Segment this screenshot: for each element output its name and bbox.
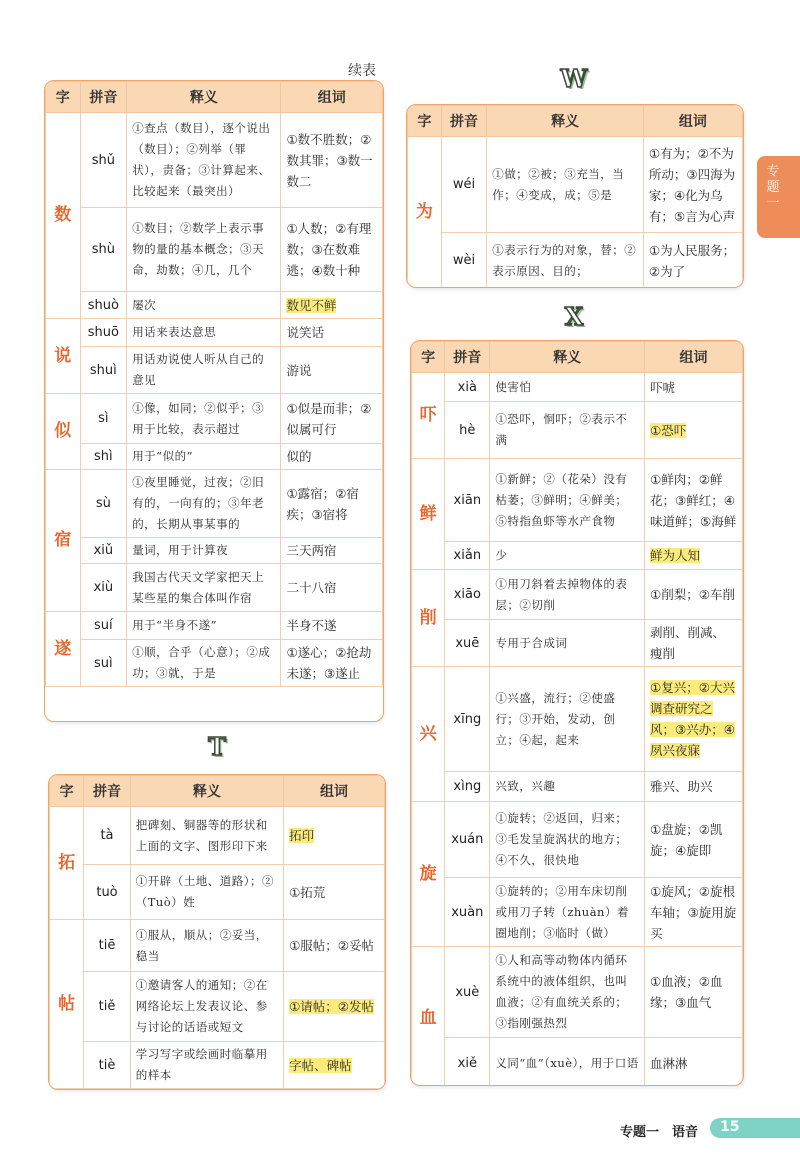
table-row	[46, 113, 383, 208]
definition-cell: 把碑刻、铜器等的形状和上面的文字、图形印下来	[130, 807, 283, 865]
entry-char: 遂	[46, 612, 81, 687]
definition-cell: ①像，如同；②似乎；③用于比较，表示超过	[127, 394, 281, 444]
definition-cell: ①邀请客人的通知；②在网络论坛上发表议论、参与讨论的话语或短文	[130, 972, 283, 1042]
side-tab-topic-one[interactable]	[757, 156, 800, 238]
entry-char: 似	[46, 394, 81, 470]
words-cell	[284, 865, 385, 920]
words-text: ①服帖；②妥帖	[289, 938, 374, 953]
pinyin-cell: tuò	[84, 865, 130, 920]
definition-cell: ①人和高等动物体内循环系统中的液体组织，也叫血液；②有血统关系的；③指刚强热烈	[490, 947, 645, 1038]
pinyin-cell: shì	[80, 444, 127, 470]
definition-cell: 义同“血”（xuè），用于口语	[490, 1038, 645, 1087]
words-text: 数见不鲜	[286, 297, 337, 313]
words-text: ①数不胜数；②数其罪；③数一数二	[286, 131, 373, 189]
entry-char: 削	[412, 570, 445, 667]
table-row	[46, 640, 383, 687]
words-cell	[645, 802, 743, 878]
table-row	[46, 394, 383, 444]
definition-cell: 用话劝说使人听从自己的意见	[127, 347, 281, 394]
page-number: 15	[720, 1119, 740, 1135]
definition-cell: 量词，用于计算夜	[127, 538, 281, 564]
definition-cell: ①开辟（土地、道路）；②（Tuò）姓	[130, 865, 283, 920]
words-cell	[281, 208, 383, 292]
words-cell	[645, 373, 743, 402]
pinyin-cell: tà	[84, 807, 130, 865]
vocab-table	[49, 775, 385, 1089]
words-cell	[281, 470, 383, 538]
table-row	[46, 208, 383, 292]
definition-cell: ①用刀斜着去掉物体的表层；②切削	[490, 570, 645, 620]
words-text: 字帖、碑帖	[289, 1057, 352, 1073]
side-tab-label: 专题一	[766, 164, 780, 211]
table-shu-sui	[44, 80, 384, 722]
table-row	[46, 470, 383, 538]
entry-char: 吓	[412, 373, 445, 459]
definition-cell: ①服从，顺从；②妥当，稳当	[130, 920, 283, 972]
header-pinyin: 拼音	[80, 82, 127, 113]
words-text: ①遂心；②抢劫未遂；③遂止	[286, 645, 372, 681]
header-pinyin: 拼音	[84, 776, 130, 807]
words-cell	[281, 538, 383, 564]
words-cell	[281, 612, 383, 640]
pinyin-cell: xiù	[80, 564, 127, 612]
table-row	[50, 1042, 385, 1089]
words-text: ①削梨；②车削	[650, 587, 735, 602]
table-row	[50, 807, 385, 865]
table-row	[412, 1038, 743, 1087]
section-letter-w: W	[560, 64, 588, 93]
table-ta-tie	[48, 774, 386, 1090]
table-row	[412, 570, 743, 620]
words-text: ①旋风；②旋根车轴；③旋用旋买	[650, 883, 737, 941]
pinyin-cell: wèi	[441, 233, 487, 289]
pinyin-cell: xiǎn	[445, 542, 490, 570]
words-text: ①血液；②血缘；③血气	[650, 974, 723, 1010]
header-char: 字	[412, 342, 445, 373]
words-text: 拓印	[289, 828, 315, 843]
pinyin-cell: suí	[80, 612, 127, 640]
pinyin-cell: xīng	[445, 667, 490, 772]
definition-cell: ①兴盛，流行；②使盛行；③开始，发动，创立；④起，起来	[490, 667, 645, 772]
definition-cell: 兴致，兴趣	[490, 772, 645, 802]
words-text: ①为人民服务；②为了	[648, 242, 736, 279]
pinyin-cell: tiè	[84, 1042, 130, 1089]
words-text: ①拓荒	[289, 884, 326, 900]
definition-cell: ①旋转；②返回，归来；③毛发呈旋涡状的地方；④不久，很快地	[490, 802, 645, 878]
header-pinyin: 拼音	[445, 342, 490, 373]
pinyin-cell: shuò	[80, 292, 127, 319]
footer-topic: 专题一 语音	[620, 1125, 699, 1140]
words-text: 血淋淋	[650, 1056, 688, 1071]
words-cell	[281, 564, 383, 612]
table-row	[412, 667, 743, 772]
table-row	[46, 564, 383, 612]
table-row	[46, 347, 383, 394]
header-char: 字	[408, 106, 442, 137]
entry-char: 数	[46, 113, 81, 319]
words-text: 说笑话	[286, 325, 324, 340]
section-letter-t: T	[208, 732, 226, 761]
definition-cell: ①旋转的；②用车床切削或用刀子转（zhuàn）着圈地削；③临时（做）	[490, 878, 645, 947]
words-cell	[284, 920, 385, 972]
entry-char: 旋	[412, 802, 445, 947]
words-cell	[281, 640, 383, 687]
words-text: ①似是而非；②似属可行	[286, 400, 372, 437]
table-row	[50, 920, 385, 972]
words-cell	[645, 620, 743, 667]
words-text: 剥削、削减、瘦削	[650, 625, 726, 661]
pinyin-cell: xuè	[445, 947, 490, 1038]
words-text: ①露宿；②宿疾；③宿将	[286, 485, 359, 522]
entry-char: 血	[412, 947, 445, 1087]
words-text: 半身不遂	[286, 618, 337, 633]
definition-cell: 用于“半身不遂”	[127, 612, 281, 640]
words-cell	[645, 570, 743, 620]
vocab-table	[411, 341, 743, 1086]
table-row	[412, 772, 743, 802]
table-row	[50, 865, 385, 920]
words-cell	[645, 542, 743, 570]
words-cell	[281, 319, 383, 347]
entry-char: 说	[46, 319, 81, 394]
words-cell	[284, 972, 385, 1042]
pinyin-cell: shù	[80, 208, 127, 292]
header-words: 组词	[281, 82, 383, 113]
words-cell	[645, 878, 743, 947]
table-row	[412, 459, 743, 542]
words-cell	[281, 394, 383, 444]
vocab-table	[45, 81, 383, 687]
pinyin-cell: xìng	[445, 772, 490, 802]
table-row	[412, 402, 743, 459]
words-cell	[645, 667, 743, 772]
definition-cell: ①数目；②数学上表示事物的量的基本概念；③天命，劫数；④几，几个	[127, 208, 281, 292]
pinyin-cell: shuō	[80, 319, 127, 347]
entry-char: 鲜	[412, 459, 445, 570]
header-definition: 释义	[487, 106, 644, 137]
header-definition: 释义	[127, 82, 281, 113]
pinyin-cell: shuì	[80, 347, 127, 394]
pinyin-cell: hè	[445, 402, 490, 459]
page-number-bar	[710, 1118, 800, 1138]
pinyin-cell: sù	[80, 470, 127, 538]
words-cell	[645, 459, 743, 542]
vocab-table	[407, 105, 743, 288]
words-text: ①鲜肉；②鲜花；③鲜红；④味道鲜；⑤海鲜	[650, 471, 737, 529]
definition-cell: ①查点（数目），逐个说出（数目）；②列举（罪状），责备；③计算起来、比较起来（最突出）	[127, 113, 281, 208]
table-row	[412, 620, 743, 667]
table-row	[412, 878, 743, 947]
definition-cell: 用于“似的”	[127, 444, 281, 470]
header-row	[412, 342, 743, 373]
words-text: 吓唬	[650, 379, 676, 395]
table-row	[50, 972, 385, 1042]
definition-cell: ①新鲜；②（花朵）没有枯萎；③鲜明；④鲜美；⑤特指鱼虾等水产食物	[490, 459, 645, 542]
entry-char: 拓	[50, 807, 84, 920]
words-text: 似的	[286, 449, 312, 464]
definition-cell: ①顺，合乎（心意）；②成功；③就，于是	[127, 640, 281, 687]
words-text: ①恐吓	[650, 422, 687, 438]
header-definition: 释义	[130, 776, 283, 807]
section-letter-x: X	[564, 302, 584, 331]
table-xia-xie	[410, 340, 744, 1086]
table-row	[46, 612, 383, 640]
definition-cell: 屡次	[127, 292, 281, 319]
words-cell	[284, 1042, 385, 1089]
words-cell	[281, 292, 383, 319]
pinyin-cell: xiǔ	[80, 538, 127, 564]
pinyin-cell: wéi	[441, 137, 487, 233]
table-row	[46, 292, 383, 319]
header-row	[50, 776, 385, 807]
words-text: ①盘旋；②凯旋；④旋即	[650, 821, 723, 858]
header-definition: 释义	[490, 342, 645, 373]
pinyin-cell: shǔ	[80, 113, 127, 208]
words-text: 鲜为人知	[650, 548, 701, 563]
header-words: 组词	[284, 776, 385, 807]
words-text: 三天两宿	[286, 543, 337, 558]
words-cell	[645, 772, 743, 802]
words-text: 游说	[286, 362, 312, 378]
definition-cell: ①恐吓，恫吓；②表示不满	[490, 402, 645, 459]
header-words: 组词	[645, 342, 743, 373]
words-text: ①人数；②有理数；③在数难逃；④数十种	[286, 221, 372, 278]
pinyin-cell: xià	[445, 373, 490, 402]
table-row	[412, 802, 743, 878]
table-row	[412, 373, 743, 402]
header-char: 字	[50, 776, 84, 807]
pinyin-cell: xiě	[445, 1038, 490, 1087]
words-cell	[281, 444, 383, 470]
table-row	[412, 542, 743, 570]
words-cell	[643, 137, 742, 233]
definition-cell: 使害怕	[490, 373, 645, 402]
header-row	[408, 106, 743, 137]
words-cell	[645, 947, 743, 1038]
words-cell	[281, 113, 383, 208]
words-text: 二十八宿	[286, 580, 337, 595]
continued-label: 续表	[348, 63, 376, 79]
words-text: ①复兴；②大兴调查研究之风；③兴办；④夙兴夜寐	[650, 680, 735, 758]
pinyin-cell: tiě	[84, 972, 130, 1042]
header-row	[46, 82, 383, 113]
definition-cell: 专用于合成词	[490, 620, 645, 667]
table-row	[408, 137, 743, 233]
pinyin-cell: tiē	[84, 920, 130, 972]
pinyin-cell: xuán	[445, 802, 490, 878]
definition-cell: 少	[490, 542, 645, 570]
words-cell	[284, 807, 385, 865]
pinyin-cell: xuē	[445, 620, 490, 667]
entry-char: 兴	[412, 667, 445, 802]
words-cell	[281, 347, 383, 394]
table-row	[46, 319, 383, 347]
definition-cell: ①夜里睡觉，过夜；②旧有的，一向有的；③年老的，长期从事某事的	[127, 470, 281, 538]
header-pinyin: 拼音	[441, 106, 487, 137]
pinyin-cell: suì	[80, 640, 127, 687]
words-text: ①有为；②不为所动；③四海为家；④化为乌有；⑤言为心声	[648, 145, 736, 224]
table-row	[46, 538, 383, 564]
words-text: ①请帖；②发帖	[289, 999, 374, 1014]
entry-char: 为	[408, 137, 442, 289]
entry-char: 帖	[50, 920, 84, 1089]
header-char: 字	[46, 82, 81, 113]
entry-char: 宿	[46, 470, 81, 612]
words-cell	[645, 402, 743, 459]
definition-cell: 我国古代天文学家把天上某些星的集合体叫作宿	[127, 564, 281, 612]
definition-cell: 用话来表达意思	[127, 319, 281, 347]
pinyin-cell: xuàn	[445, 878, 490, 947]
table-row	[46, 444, 383, 470]
definition-cell: ①做；②被；③充当，当作；④变成，成；⑤是	[487, 137, 644, 233]
table-row	[412, 947, 743, 1038]
words-text: 雅兴、助兴	[650, 779, 713, 794]
definition-cell: 学习写字或绘画时临摹用的样本	[130, 1042, 283, 1089]
table-wei	[406, 104, 744, 288]
header-words: 组词	[643, 106, 742, 137]
words-cell	[643, 233, 742, 289]
pinyin-cell: xiān	[445, 459, 490, 542]
table-row	[408, 233, 743, 289]
pinyin-cell: xiāo	[445, 570, 490, 620]
words-cell	[645, 1038, 743, 1087]
pinyin-cell: sì	[80, 394, 127, 444]
definition-cell: ①表示行为的对象，替；②表示原因、目的；	[487, 233, 644, 289]
